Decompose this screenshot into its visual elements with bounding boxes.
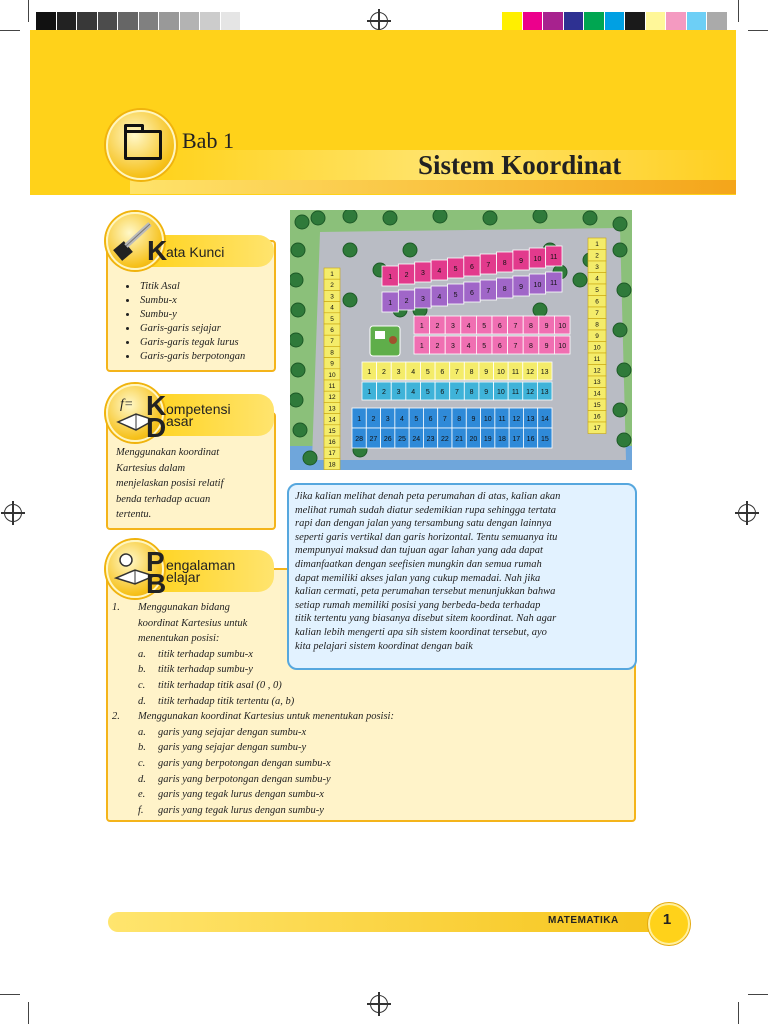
lot-number: 3 — [451, 323, 455, 330]
lot-number: 6 — [470, 264, 474, 271]
color-swatch — [564, 12, 585, 31]
lot-number: 13 — [540, 389, 549, 396]
tree-icon — [291, 363, 305, 377]
color-swatch — [159, 12, 180, 31]
tree-icon — [533, 303, 547, 317]
lot-number: 13 — [328, 405, 336, 413]
intro-paragraph — [295, 490, 625, 653]
list-text: Menggunakan koordinat Kartesius untuk menentukan posisi: — [138, 711, 394, 723]
lot-number: 19 — [483, 436, 492, 443]
lot-number: 4 — [466, 343, 471, 350]
color-swatch — [646, 12, 667, 31]
lot-number: 27 — [369, 436, 378, 443]
lot-number: 12 — [526, 389, 534, 396]
lot-number: 7 — [455, 389, 459, 396]
lot-number: 17 — [328, 450, 336, 458]
lot-number: 5 — [482, 323, 487, 330]
lot-number: 2 — [404, 298, 409, 305]
lot-number: 4 — [411, 369, 416, 376]
lot-number: 7 — [486, 288, 491, 295]
lot-number: 4 — [437, 294, 442, 301]
tree-icon — [613, 243, 627, 257]
color-swatch — [221, 12, 242, 31]
registration-mark — [4, 504, 22, 522]
tree-icon — [311, 211, 325, 225]
competence-heading-2: asar — [166, 413, 194, 429]
color-swatch — [200, 12, 221, 31]
intro-line: seperti garis vertikal dan garis horizontal. Tentu semuanya itu — [295, 531, 558, 543]
tree-icon — [290, 333, 303, 347]
lot-number: 18 — [498, 436, 506, 443]
learning-initial-b: B — [146, 568, 167, 599]
lot-number: 1 — [388, 300, 393, 307]
lot-number: 9 — [330, 360, 334, 368]
lot-number: 2 — [435, 323, 440, 330]
process-color-bar — [502, 12, 728, 31]
sub-item: garis yang sejajar dengan sumbu-y — [158, 742, 307, 754]
intro-line: kalian cermati, peta perumahan tersebut menunjukkan bahwa — [295, 586, 556, 598]
color-swatch — [241, 12, 262, 31]
lot-number: 5 — [330, 315, 334, 323]
keyword-item: • Garis-garis tegak lurus — [138, 336, 245, 350]
keyword-item: • Garis-garis berpotongan — [138, 350, 245, 364]
tree-icon — [291, 303, 305, 317]
lot-number: 24 — [412, 436, 421, 443]
keywords-initial: K — [147, 235, 168, 266]
crop-mark — [738, 1002, 739, 1024]
tree-icon — [617, 433, 631, 447]
lot-number: 21 — [455, 436, 464, 443]
color-swatch — [118, 12, 139, 31]
lot-number: 6 — [330, 327, 334, 334]
sub-marker: b. — [138, 742, 146, 754]
registration-mark — [370, 995, 388, 1013]
sub-item: garis yang sejajar dengan sumbu-x — [158, 726, 307, 738]
lot-number: 28 — [355, 436, 364, 443]
intro-line: dapat memiliki akses jalan yang cukup memadai. Nah jika — [295, 572, 541, 584]
lot-number: 6 — [470, 290, 474, 297]
lot-number: 15 — [328, 427, 336, 435]
lot-number: 3 — [385, 416, 390, 423]
sub-item: garis yang tegak lurus dengan sumbu-x — [158, 789, 324, 801]
lot-number: 15 — [593, 402, 601, 409]
crop-mark — [28, 0, 29, 22]
lot-number: 5 — [482, 343, 487, 350]
lot-number: 2 — [435, 343, 440, 350]
list-number: 1. — [112, 602, 120, 613]
lot-number: 1 — [419, 323, 424, 330]
lot-number: 6 — [428, 416, 433, 423]
lot-number: 26 — [383, 436, 392, 443]
sub-item: garis yang berpotongan dengan sumbu-x — [158, 758, 331, 769]
lot-number: 17 — [512, 436, 521, 443]
lot-number: 8 — [529, 323, 533, 330]
lot-number: 4 — [466, 323, 471, 330]
sub-marker: e. — [138, 789, 146, 801]
lot-number: 3 — [396, 389, 401, 396]
color-swatch — [707, 12, 728, 31]
lot-number: 23 — [426, 436, 435, 443]
lot-number: 5 — [425, 369, 430, 376]
sub-item: garis yang berpotongan dengan sumbu-y — [158, 773, 331, 785]
lot-number: 2 — [381, 389, 386, 396]
intro-line: mempunyai maksud dan tujuan agar lahan yang ada dapat — [295, 545, 543, 557]
color-swatch — [543, 12, 564, 31]
lot-number: 4 — [400, 416, 404, 423]
competence-initial-d: D — [146, 412, 167, 443]
tree-icon — [303, 451, 317, 465]
sub-marker: f. — [138, 804, 144, 816]
lot-number: 5 — [453, 292, 458, 299]
learning-heading-2: elajar — [166, 569, 201, 585]
tree-icon — [343, 243, 357, 257]
lot-number: 10 — [496, 369, 505, 376]
crop-mark — [748, 30, 768, 31]
svg-text:f=: f= — [120, 397, 134, 412]
keyword-item: • Titik Asal — [138, 280, 245, 294]
lot-number: 17 — [593, 425, 601, 432]
lot-number: 9 — [519, 284, 524, 291]
registration-mark — [370, 12, 388, 30]
lot-number: 9 — [544, 323, 549, 330]
list-text: Menggunakan bidang — [138, 602, 230, 613]
lot-number: 14 — [540, 416, 549, 423]
crop-mark — [738, 0, 739, 22]
lot-number: 8 — [595, 321, 599, 329]
folder-icon — [124, 130, 162, 160]
competence-text — [116, 445, 266, 523]
lot-number: 13 — [526, 416, 535, 423]
lot-number: 16 — [328, 439, 336, 446]
lot-number: 11 — [328, 383, 336, 390]
intro-line: Jika kalian melihat denah peta perumahan di atas, kalian akan — [295, 491, 561, 502]
lot-number: 1 — [367, 389, 372, 396]
tree-icon — [613, 323, 627, 337]
lot-number: 3 — [420, 296, 425, 303]
lot-number: 2 — [404, 272, 409, 279]
lot-number: 11 — [550, 280, 558, 287]
crop-mark — [0, 30, 20, 31]
tree-icon — [617, 363, 631, 377]
lot-number: 13 — [593, 379, 601, 386]
keywords-heading: ata Kunci — [166, 244, 225, 260]
lot-number: 7 — [330, 338, 334, 346]
tree-icon — [617, 283, 631, 297]
lot-number: 1 — [330, 271, 334, 278]
sub-item: titik terhadap titik asal (0 , 0) — [158, 680, 282, 691]
tree-icon — [343, 210, 357, 223]
color-swatch — [98, 12, 119, 31]
tree-icon — [613, 403, 627, 417]
lot-number: 16 — [526, 436, 535, 443]
lot-number: 9 — [471, 416, 476, 423]
list-number: 2. — [112, 711, 120, 723]
lot-number: 3 — [420, 270, 425, 277]
lot-number: 14 — [328, 416, 336, 424]
lot-number: 12 — [512, 416, 521, 423]
lot-number: 3 — [451, 343, 455, 350]
lot-number: 7 — [513, 323, 518, 330]
list-text: menentukan posisi: — [138, 633, 220, 645]
housing-map-illustration — [290, 210, 632, 470]
lot-number: 10 — [483, 416, 492, 423]
crop-mark — [748, 994, 768, 995]
tree-icon — [403, 243, 417, 257]
tree-icon — [295, 215, 309, 229]
registration-mark — [738, 504, 756, 522]
crop-mark — [0, 994, 20, 995]
competence-line: menjelaskan posisi relatif — [116, 478, 224, 489]
keyword-item: • Sumbu-x — [138, 294, 245, 308]
lot-number: 8 — [469, 389, 474, 396]
lot-number: 7 — [513, 343, 518, 350]
lot-number: 7 — [455, 369, 459, 376]
lot-number: 2 — [381, 369, 386, 376]
lot-number: 11 — [511, 389, 520, 396]
gray-color-bar — [36, 12, 262, 31]
color-swatch — [666, 12, 687, 31]
lot-number: 11 — [498, 416, 506, 423]
lot-number: 10 — [593, 344, 601, 352]
competence-line: Menggunakan koordinat — [116, 447, 220, 458]
lot-number: 3 — [330, 293, 334, 301]
color-swatch — [57, 12, 78, 31]
tree-icon — [483, 211, 497, 225]
lot-number: 4 — [437, 268, 442, 275]
lot-number: 2 — [595, 252, 599, 260]
sub-marker: d. — [138, 773, 146, 785]
intro-line: kita pelajari sistem koordinat dengan baik — [295, 640, 473, 652]
lot-number: 1 — [388, 274, 393, 281]
chapter-number: Bab 1 — [182, 128, 234, 153]
intro-line: rapi dan dengan jalan yang tersambung satu dengan lainnya — [295, 518, 552, 530]
lot-number: 8 — [457, 416, 462, 423]
sub-item: garis yang tegak lurus dengan sumbu-y — [158, 804, 324, 816]
lot-number: 4 — [595, 275, 599, 283]
lot-number: 1 — [419, 343, 424, 350]
lot-number: 8 — [502, 286, 507, 293]
tree-icon — [383, 211, 397, 225]
lot-number: 10 — [558, 323, 567, 330]
lot-number: 9 — [544, 343, 549, 350]
sub-item: titik terhadap sumbu-y — [158, 664, 253, 676]
sub-marker: c. — [138, 680, 146, 691]
lot-number: 4 — [330, 304, 334, 312]
lot-number: 8 — [502, 260, 507, 267]
keywords-list — [126, 280, 245, 364]
tree-icon — [583, 211, 597, 225]
lot-number: 5 — [414, 416, 419, 423]
lot-number: 15 — [540, 436, 549, 443]
sub-item: titik terhadap titik tertentu (a, b) — [158, 695, 295, 707]
keyword-item: • Sumbu-y — [138, 308, 245, 322]
tree-icon — [290, 273, 303, 287]
color-swatch — [139, 12, 160, 31]
color-swatch — [625, 12, 646, 31]
color-swatch — [687, 12, 708, 31]
lot-number: 7 — [595, 310, 599, 317]
color-swatch — [77, 12, 98, 31]
sub-item: titik terhadap sumbu-x — [158, 648, 253, 660]
lot-number: 16 — [593, 413, 601, 421]
lot-number: 10 — [496, 389, 505, 396]
lot-number: 9 — [595, 333, 599, 340]
lot-number: 5 — [453, 266, 458, 273]
lot-number: 4 — [411, 389, 416, 396]
color-swatch — [180, 12, 201, 31]
tree-icon — [613, 217, 627, 231]
lot-number: 9 — [484, 369, 489, 376]
lot-number: 10 — [328, 371, 336, 379]
lot-number: 6 — [595, 298, 599, 306]
intro-line: dimanfaatkan dengan seefisien mungkin dan semua rumah — [295, 558, 542, 570]
lot-number: 3 — [396, 369, 401, 376]
tree-icon — [291, 243, 305, 257]
lot-number: 12 — [328, 394, 336, 402]
color-swatch — [605, 12, 626, 31]
lot-number: 9 — [484, 389, 489, 396]
lot-number: 3 — [595, 264, 599, 271]
sub-marker: a. — [138, 648, 146, 660]
lot-number: 6 — [497, 323, 502, 330]
lot-number: 10 — [558, 343, 567, 350]
competence-initial-k: K — [146, 390, 167, 421]
lot-number: 11 — [593, 356, 601, 363]
lot-number: 2 — [330, 282, 334, 290]
tree-icon — [533, 210, 547, 223]
lot-number: 8 — [330, 349, 334, 357]
tree-icon — [343, 293, 357, 307]
lot-number: 14 — [593, 390, 601, 398]
list-text: koordinat Kartesius untuk — [138, 617, 248, 629]
crop-mark — [28, 1002, 29, 1024]
lot-number: 5 — [425, 389, 430, 396]
lot-number: 8 — [529, 343, 533, 350]
lot-number: 11 — [511, 369, 520, 376]
lot-number: 6 — [440, 369, 445, 376]
lot-number: 12 — [526, 369, 534, 376]
lot-number: 6 — [497, 343, 502, 350]
sub-marker: b. — [138, 664, 146, 676]
header-shadow — [130, 180, 736, 194]
tree-icon — [290, 393, 303, 407]
intro-line: setiap rumah memiliki posisi yang berbeda-beda terhadap — [295, 599, 541, 611]
lot-number: 20 — [469, 436, 478, 443]
lot-number: 10 — [533, 256, 542, 263]
learning-heading-1: engalaman — [166, 557, 236, 573]
lot-number: 2 — [371, 416, 376, 423]
lot-number: 12 — [593, 367, 601, 375]
tree-icon — [433, 210, 447, 223]
competence-heading-1: ompetensi — [166, 401, 231, 417]
color-swatch — [502, 12, 523, 31]
competence-line: tertentu. — [116, 509, 152, 520]
keyword-item: • Garis-garis sejajar — [138, 322, 245, 336]
page-number: 1 — [662, 911, 672, 928]
intro-line: titik tertentu yang biasanya disebut sitem koordinat. Nah agar — [295, 613, 557, 625]
subject-label: MATEMATIKA — [548, 915, 619, 926]
lot-number: 8 — [469, 369, 474, 376]
lot-number: 7 — [442, 416, 447, 423]
lot-number: 1 — [357, 416, 362, 423]
tree-icon — [293, 423, 307, 437]
intro-line: kalian lebih mengerti apa sih sistem koordinat tersebut, ayo — [295, 626, 547, 638]
lot-number: 6 — [440, 389, 445, 396]
intro-line: melihat rumah sudah diatur sedemikian rupa sehingga tertata — [295, 504, 557, 516]
lot-number: 10 — [533, 282, 542, 289]
lot-number: 13 — [540, 369, 549, 376]
sub-marker: a. — [138, 726, 146, 738]
competence-line: Kartesius dalam — [116, 462, 186, 474]
chapter-title: Sistem Koordinat — [418, 150, 622, 180]
color-swatch — [36, 12, 57, 31]
lot-number: 11 — [550, 254, 558, 261]
lot-number: 1 — [367, 369, 372, 376]
lot-number: 25 — [398, 436, 406, 443]
competence-line: benda terhadap acuan — [116, 493, 211, 505]
lot-number: 9 — [519, 258, 524, 265]
lot-number: 7 — [486, 262, 491, 269]
color-swatch — [584, 12, 605, 31]
lot-number: 18 — [328, 461, 336, 469]
tree-icon — [573, 273, 587, 287]
lot-number: 22 — [440, 436, 449, 443]
learning-initial-p: P — [146, 546, 165, 577]
color-swatch — [523, 12, 544, 31]
lot-number: 1 — [595, 241, 599, 248]
lot-number: 5 — [595, 287, 599, 294]
sub-marker: d. — [138, 695, 146, 707]
sub-marker: c. — [138, 758, 146, 769]
